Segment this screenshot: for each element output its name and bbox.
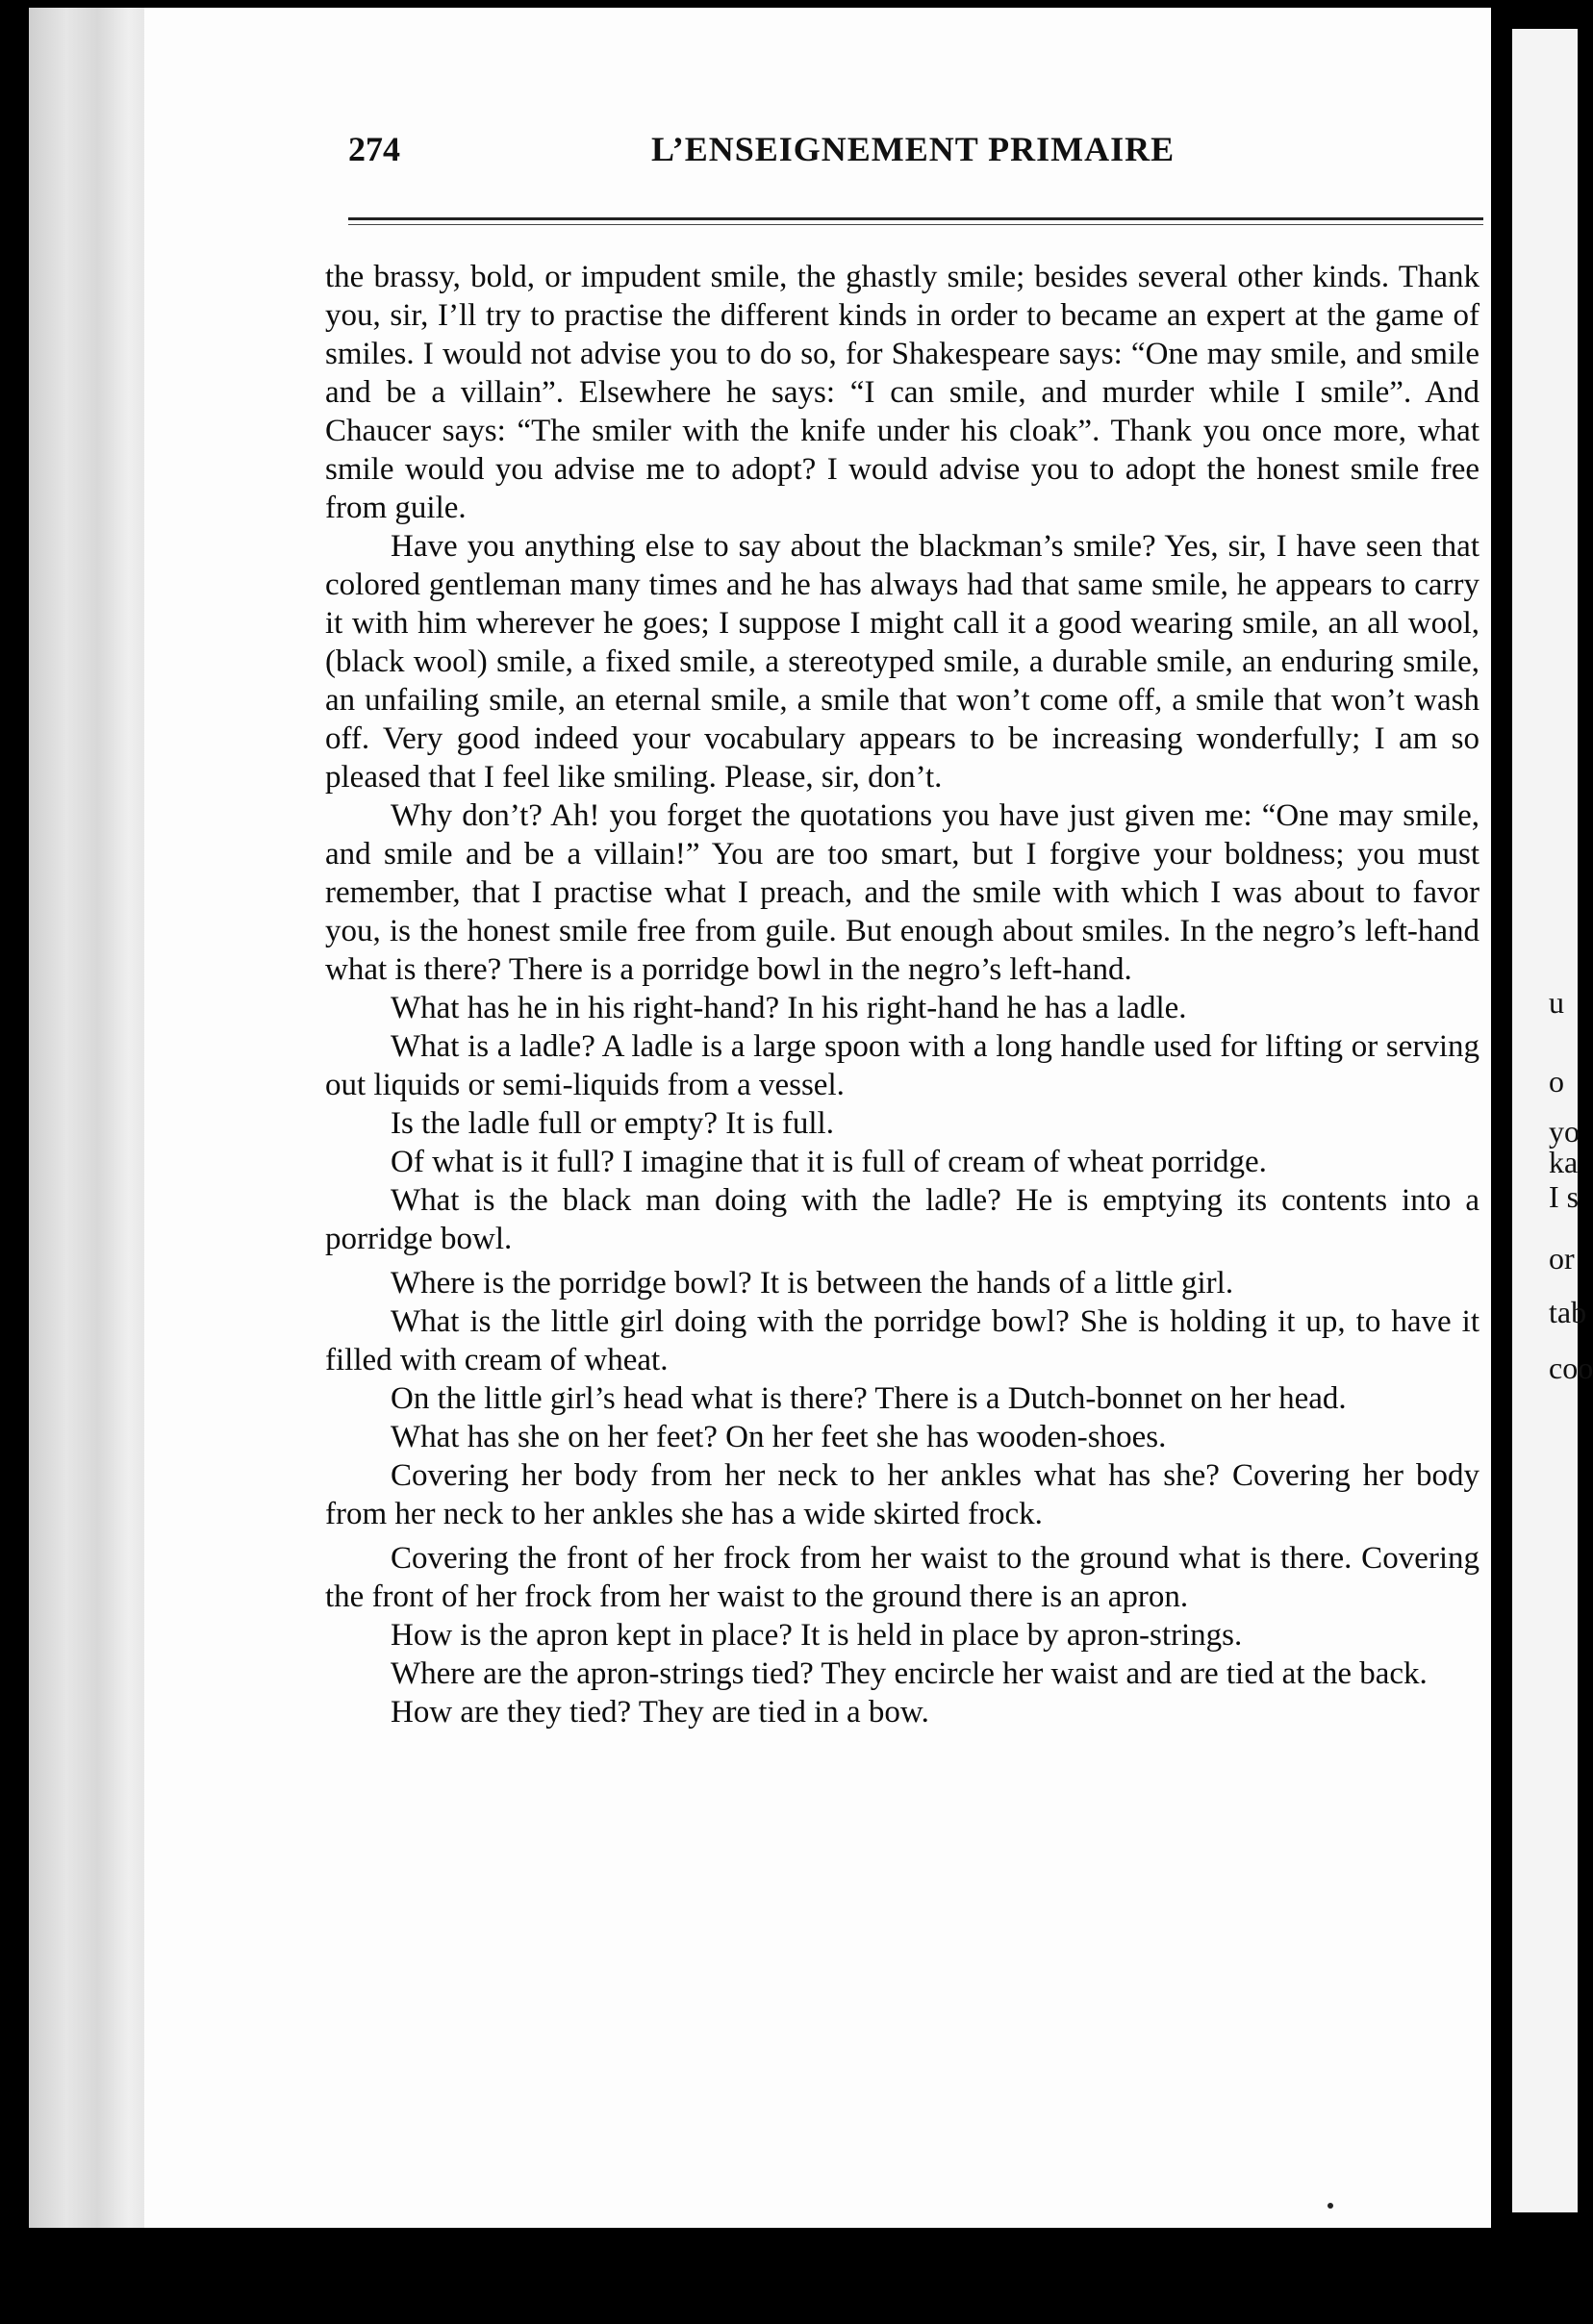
- running-title: L’ENSEIGNEMENT PRIMAIRE: [651, 130, 1176, 168]
- paragraph: Where are the apron-strings tied? They encircle her waist and are tied at the back.: [391, 1656, 1428, 1691]
- paragraph: Is the ladle full or empty? It is full.: [391, 1106, 834, 1141]
- book-page-edges: [29, 8, 154, 2228]
- page-number: 274: [348, 130, 400, 168]
- paragraph: Where is the porridge bowl? It is between the hands of a little girl.: [391, 1266, 1234, 1301]
- header-rule: [348, 217, 1483, 225]
- ink-speck: [1328, 2203, 1333, 2209]
- paragraph: Have you anything else to say about the blackman’s smile? Yes, sir, I have seen that colored gentleman many times and he has always had that same smile, he appears to carry it with him wherever he goes; I suppose I might call it a good wearing smile, an all wool, (black wool) smile, a fixed smile, a stereotyped smile, a durable smile, an enduring smile, an unfailing smile, an eternal smile, a smile that won’t come off, a smile that won’t wash off. Very good indeed your vocabulary appears to be increasing wonderfully; I am so pleased that I feel like smiling. Please, sir, don’t.: [325, 529, 1479, 795]
- paragraph: What has he in his right-hand? In his right-hand he has a ladle.: [391, 991, 1187, 1025]
- adjacent-page-fragment: ka: [1549, 1145, 1579, 1179]
- paragraph: the brassy, bold, or impudent smile, the ghastly smile; besides several other kinds. Thank you, sir, I’ll try to practise the different kinds in order to became an expert at the game of smiles. I would not advise you to do so, for Shakespeare says: “One may smile, and smile and be a villain”. Elsewhere he says: “I can smile, and murder while I smile”. And Chaucer says: “The smiler with the knife under his cloak”. Thank you once more, what smile would you advise me to adopt? I would advise you to adopt the honest smile free from guile.: [325, 260, 1479, 525]
- adjacent-page-fragment: or: [1549, 1241, 1575, 1276]
- body-text: [325, 258, 1479, 1731]
- paragraph: What has she on her feet? On her feet she has wooden-shoes.: [391, 1420, 1167, 1454]
- paragraph: On the little girl’s head what is there? There is a Dutch-bonnet on her head.: [391, 1381, 1347, 1416]
- adjacent-page-fragment: coo: [1549, 1351, 1593, 1385]
- paragraph: How is the apron kept in place? It is held in place by apron-strings.: [391, 1618, 1243, 1653]
- paragraph: What is a ladle? A ladle is a large spoon with a long handle used for lifting or serving out liquids or semi-liquids from a vessel.: [325, 1029, 1479, 1102]
- running-head: [348, 129, 1214, 177]
- paragraph: What is the black man doing with the ladle? He is emptying its contents into a porridge bowl.: [325, 1183, 1479, 1256]
- adjacent-page-fragment: I s: [1549, 1179, 1580, 1214]
- adjacent-page-fragment: o: [1549, 1064, 1564, 1099]
- paragraph: Covering the front of her frock from her waist to the ground what is there. Covering the front of her frock from her waist to the ground there is an apron.: [325, 1541, 1479, 1614]
- adjacent-page-fragment: tab: [1549, 1295, 1587, 1329]
- paragraph: Of what is it full? I imagine that it is full of cream of wheat porridge.: [391, 1145, 1267, 1179]
- paragraph: Covering her body from her neck to her ankles what has she? Covering her body from her neck to her ankles she has a wide skirted frock.: [325, 1458, 1479, 1531]
- paragraph: What is the little girl doing with the porridge bowl? She is holding it up, to have it filled with cream of wheat.: [325, 1304, 1479, 1377]
- paragraph: How are they tied? They are tied in a bow.: [391, 1695, 929, 1730]
- paragraph: Why don’t? Ah! you forget the quotations you have just given me: “One may smile, and smile and be a villain!” You are too smart, but I forgive your boldness; you must remember, that I practise what I preach, and the smile with which I was about to favor you, is the honest smile free from guile. But enough about smiles. In the negro’s left-hand what is there? There is a porridge bowl in the negro’s left-hand.: [325, 798, 1479, 987]
- adjacent-page-fragment: yo: [1549, 1114, 1580, 1149]
- adjacent-page-fragment: u: [1549, 985, 1564, 1020]
